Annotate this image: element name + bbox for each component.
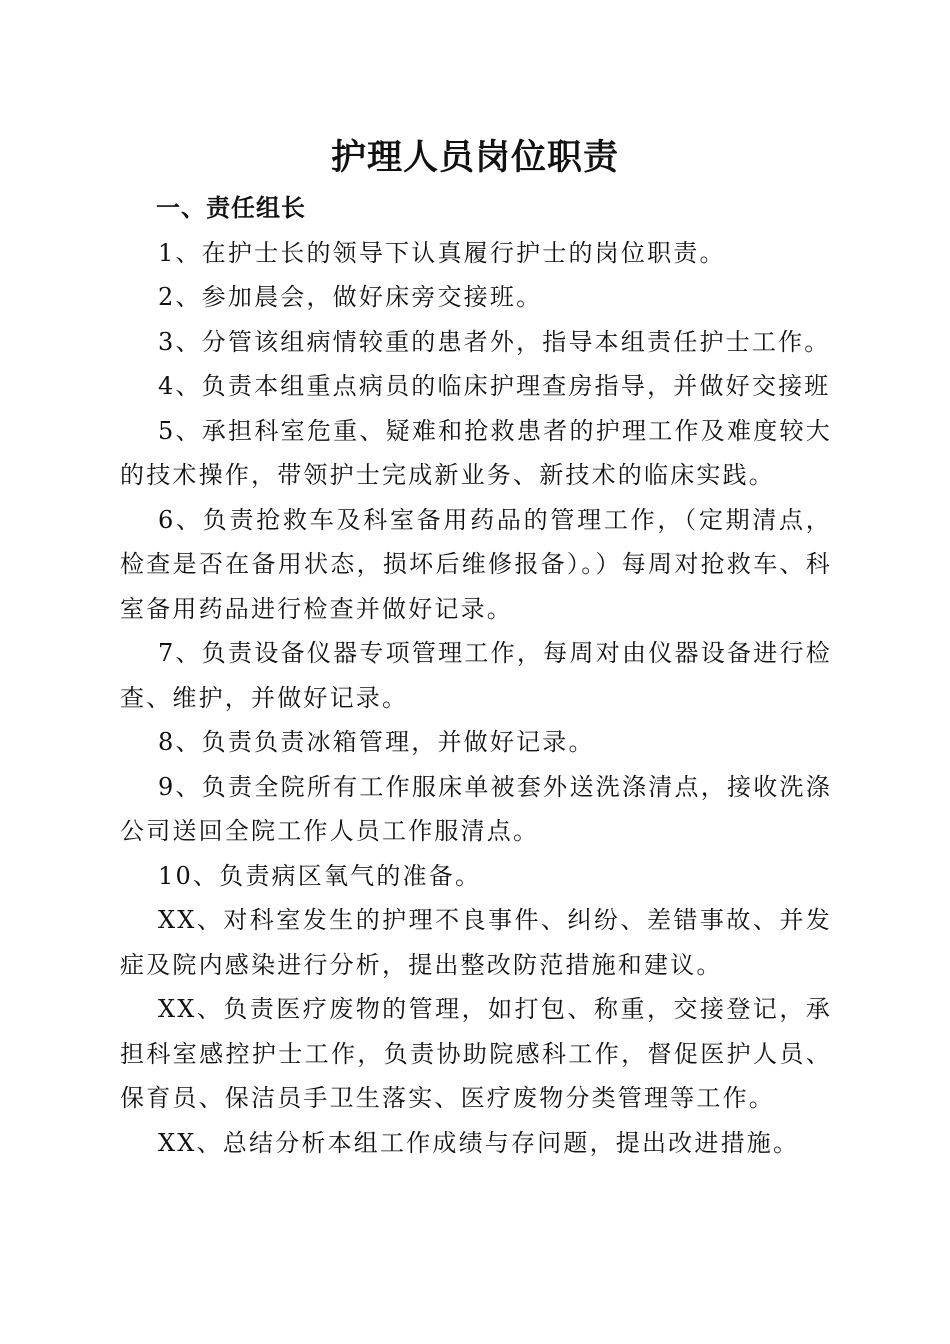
duty-item-12: XX、负责医疗废物的管理，如打包、称重，交接登记，承担科室感控护士工作，负责协助院感科工作，督促医护人员、保育员、保洁员手卫生落实、医疗废物分类管理等工作。 [120,995,832,1112]
section-heading: 一、责任组长 [156,194,306,222]
duty-item-10: 10、负责病区氧气的准备。 [158,861,482,890]
document-title: 护理人员岗位职责 [330,137,619,178]
duty-item-5: 5、承担科室危重、疑难和抢救患者的护理工作及难度较大的技术操作，带领护士完成新业务、新技术的临床实践。 [120,416,832,489]
document-body [120,186,832,1165]
duty-item-2: 2、参加晨会，做好床旁交接班。 [158,283,543,311]
duty-item-6: 6、负责抢救车及科室备用药品的管理工作，（定期清点，检查是否在备用状态，损坏后维修报备）。）每周对抢救车、科室备用药品进行检查并做好记录。 [120,505,832,623]
duty-item-1: 1、在护士长的领导下认真履行护士的岗位职责。 [158,238,726,267]
duty-item-13: XX、总结分析本组工作成绩与存问题，提出改进措施。 [158,1128,800,1157]
duty-item-8: 8、负责负责冰箱管理，并做好记录。 [158,728,595,756]
duty-item-4: 4、负责本组重点病员的临床护理查房指导，并做好交接班 [158,372,831,400]
duty-item-3: 3、分管该组病情较重的患者外，指导本组责任护士工作。 [158,327,831,356]
duty-item-9: 9、负责全院所有工作服床单被套外送洗涤清点，接收洗涤公司送回全院工作人员工作服清点。 [120,772,832,845]
duty-item-11: XX、对科室发生的护理不良事件、纠纷、差错事故、并发症及院内感染进行分析，提出整改防范措施和建议。 [120,906,832,979]
duty-item-7: 7、负责设备仪器专项管理工作，每周对由仪器设备进行检查、维护，并做好记录。 [120,639,832,712]
